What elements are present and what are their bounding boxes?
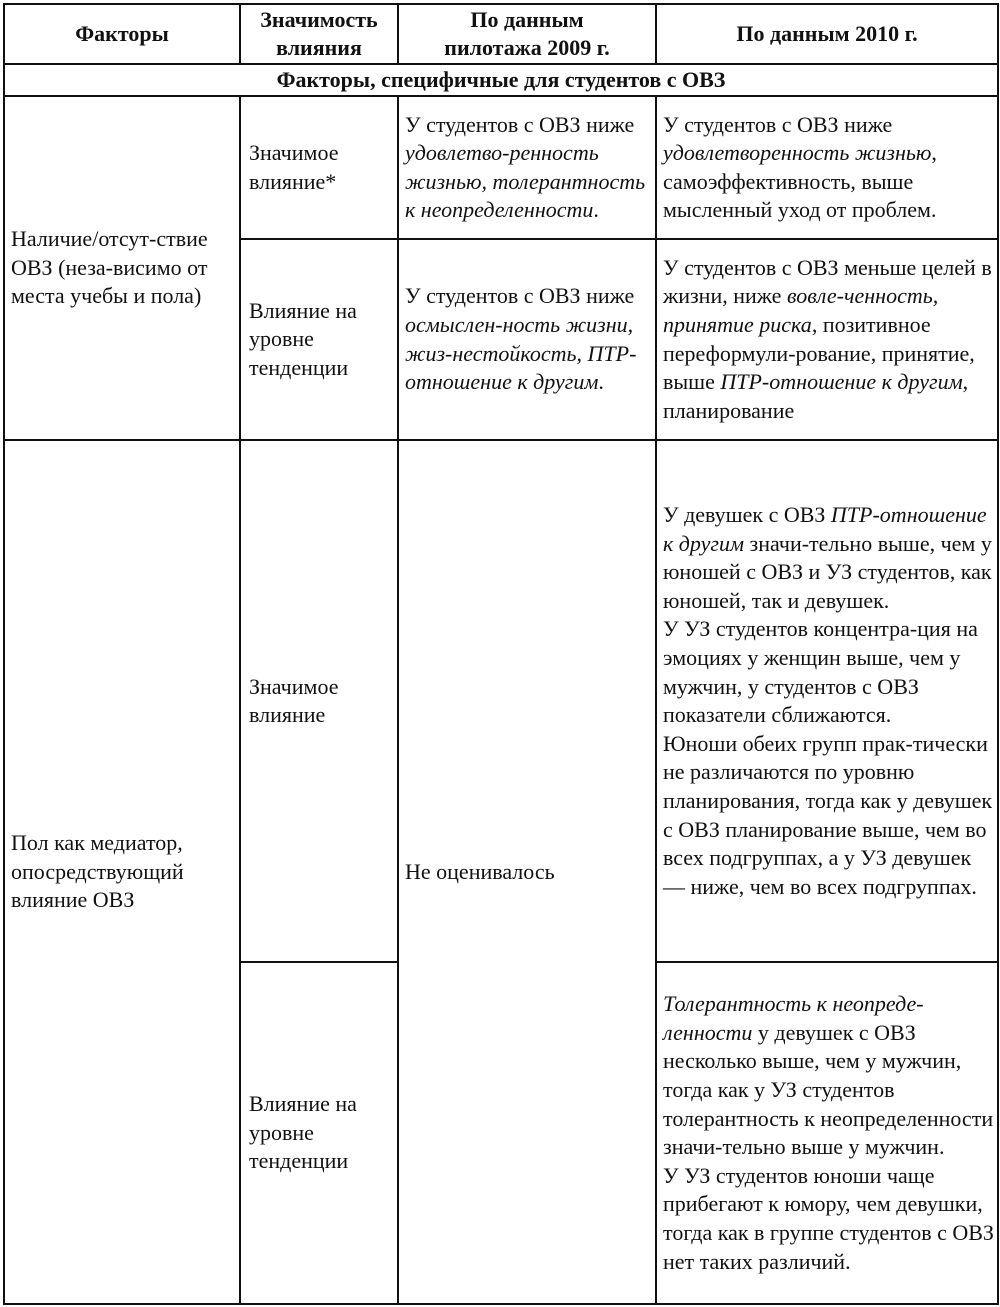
factor-cell: Наличие/отсут-ствие ОВЗ (неза-висимо от места учебы и пола)	[4, 96, 240, 440]
header-significance: Значимость влияния	[240, 4, 398, 64]
significance-cell: Влияние на уровне тенденции	[240, 962, 398, 1304]
paragraph: Юноши обеих групп прак-тически не различаются по уровню планирования, тогда как у девушек с ОВЗ планирование выше, чем во всех подгруппах, а у УЗ девушек — ниже, чем во всех подгруппах.	[663, 730, 993, 899]
data-2010-cell	[656, 962, 998, 1304]
factors-table	[3, 3, 999, 1305]
paragraph: Толерантность к неопреде-ленности у девушек с ОВЗ несколько выше, чем у мужчин, тогда как у УЗ студентов толерантность к неопределенности значи-тельно выше у мужчин.	[663, 991, 994, 1160]
paragraph: У УЗ студентов концентра-ция на эмоциях у женщин выше, чем у мужчин, у студентов с ОВЗ показатели сближаются.	[663, 616, 978, 728]
significance-cell: Значимое влияние*	[240, 96, 398, 239]
significance-cell: Значимое влияние	[240, 440, 398, 962]
table-row	[4, 440, 998, 962]
section-row	[4, 64, 998, 96]
header-pilot-2009: По данным пилотажа 2009 г.	[398, 4, 656, 64]
data-2010-cell: У студентов с ОВЗ меньше целей в жизни, ниже вовле-ченность, принятие риска, позитивное переформули-рование, принятие, выше ПТР-отношение к другим, планирование	[656, 239, 998, 440]
factor-cell: Пол как медиатор, опосредствующий влияние ОВЗ	[4, 440, 240, 1304]
data-2010-cell	[656, 440, 998, 962]
paragraph: У девушек с ОВЗ ПТР-отношение к другим значи-тельно выше, чем у юношей с ОВЗ и УЗ студентов, как юношей, так и девушек.	[663, 502, 992, 613]
pilot-2009-cell: У студентов с ОВЗ ниже осмыслен-ность жизни, жиз-нестойкость, ПТР-отношение к другим.	[398, 239, 656, 440]
header-data-2010: По данным 2010 г.	[656, 4, 998, 64]
paragraph: У УЗ студентов юноши чаще прибегают к юмору, чем девушки, тогда как в группе студентов с ОВЗ нет таких различий.	[663, 1162, 994, 1274]
section-title: Факторы, специфичные для студентов с ОВЗ	[4, 64, 998, 96]
data-2010-cell: У студентов с ОВЗ ниже удовлетворенность жизнью, самоэффективность, выше мысленный уход от проблем.	[656, 96, 998, 239]
pilot-2009-cell: У студентов с ОВЗ ниже удовлетво-ренность жизнью, толерантность к неопределенности.	[398, 96, 656, 239]
table-row	[4, 96, 998, 239]
pilot-2009-cell: Не оценивалось	[398, 440, 656, 1304]
header-factors: Факторы	[4, 4, 240, 64]
significance-cell: Влияние на уровне тенденции	[240, 239, 398, 440]
header-row	[4, 4, 998, 64]
